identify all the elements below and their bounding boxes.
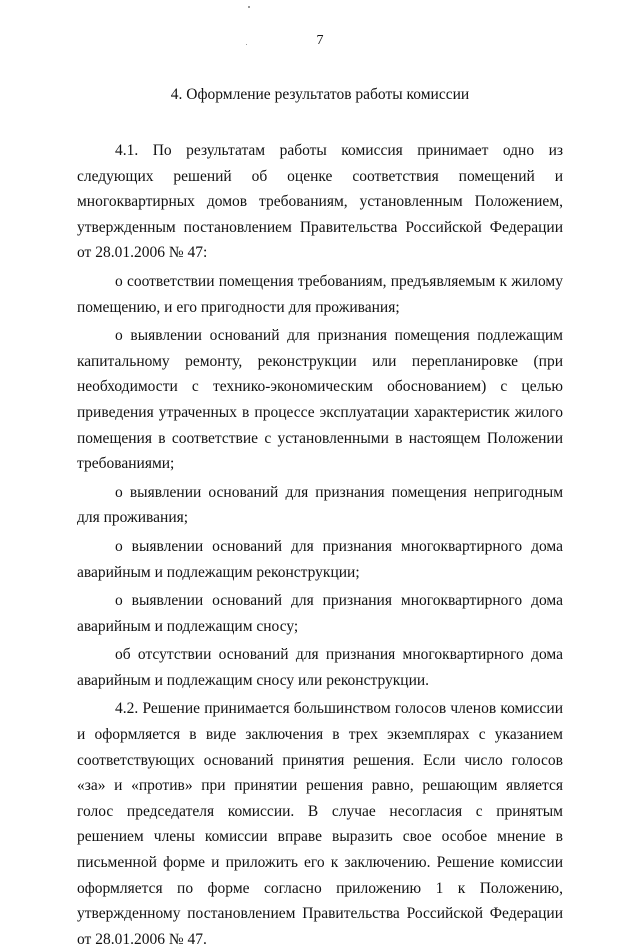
list-item-unfit: о выявлении оснований для признания помещения непригодным для проживания; bbox=[77, 483, 563, 527]
scan-speck bbox=[248, 6, 250, 8]
paragraph-4-2: 4.2. Решение принимается большинством голосов членов комиссии и оформляется в виде заключения в трех экземплярах с указанием соответствующих оснований принятия решения. Если число голосов «за» и «против» при принятии решения равно, решающим является голос председателя комиссии. В случае несогласия с принятым решением члены комиссии вправе выразить свое особое мнение в письменной форме и приложить его к заключению. Решение комиссии оформляется по форме согласно приложению 1 к Положению, утвержденному постановлением Правительства Российской Федерации от 28.01.2006 № 47. bbox=[77, 700, 563, 948]
document-body bbox=[77, 138, 563, 952]
list-item-demolition: о выявлении оснований для признания многоквартирного дома аварийным и подлежащим сносу; bbox=[77, 592, 563, 635]
paragraph-4-1: 4.1. По результатам работы комиссия принимает одно из следующих решений об оценке соответствия помещений и многоквартирных домов требованиям, установленным Положением, утвержденным постановлением Правительства Российской Федерации от 28.01.2006 № 47: bbox=[77, 142, 563, 262]
list-item-repair: о выявлении оснований для признания помещения подлежащим капитальному ремонту, реконструкции или перепланировке (при необходимости с технико-экономическим обоснованием) с целью приведения утраченных в процессе эксплуатации характеристик жилого помещения в соответствие с установленными в настоящем Положении требованиями; bbox=[77, 327, 563, 473]
list-item-reconstruction: о выявлении оснований для признания многоквартирного дома аварийным и подлежащим реконструкции; bbox=[77, 537, 563, 581]
list-item-no-grounds: об отсутствии оснований для признания многоквартирного дома аварийным и подлежащим сносу или реконструкции. bbox=[77, 646, 563, 689]
page-number: 7 bbox=[316, 33, 324, 48]
section-title: 4. Оформление результатов работы комиссии bbox=[170, 86, 470, 103]
list-item-compliance: о соответствии помещения требованиям, предъявляемым к жилому помещению, и его пригодности для проживания; bbox=[77, 272, 563, 316]
